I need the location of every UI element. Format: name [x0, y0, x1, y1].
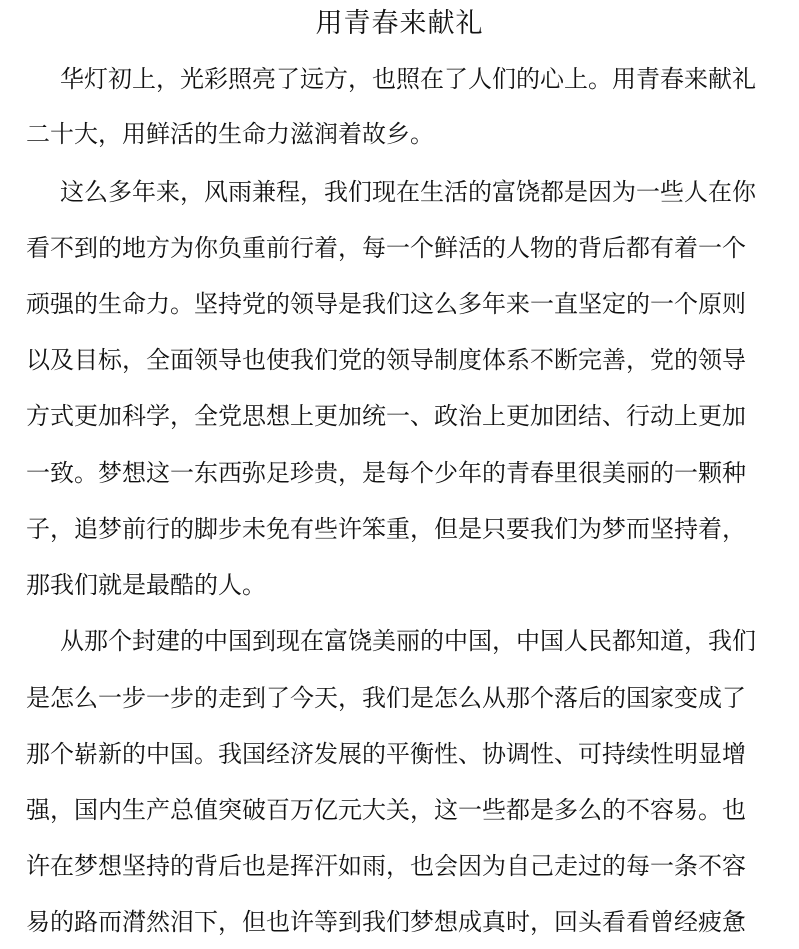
paragraph-2-line-8: 那我们就是最酷的人。: [26, 571, 266, 599]
paragraph-2-line-6: 一致。梦想这一东西弥足珍贵，是每个少年的青春里很美丽的一颗种: [26, 459, 746, 487]
document-title: 用青春来献礼: [315, 8, 484, 39]
paragraph-3-line-2: 是怎么一步一步的走到了今天，我们是怎么从那个落后的国家变成了: [26, 684, 746, 712]
paragraph-2-line-5: 方式更加科学，全党思想上更加统一、政治上更加团结、行动上更加: [26, 402, 746, 430]
paragraph-3-line-1: 从那个封建的中国到现在富饶美丽的中国，中国人民都知道，我们: [60, 627, 756, 655]
paragraph-3-line-6: 易的路而潸然泪下，但也许等到我们梦想成真时，回头看看曾经疲惫: [26, 908, 746, 936]
paragraph-1-line-1: 华灯初上，光彩照亮了远方，也照在了人们的心上。用青春来献礼: [60, 65, 756, 93]
paragraph-2-line-1: 这么多年来，风雨兼程，我们现在生活的富饶都是因为一些人在你: [60, 178, 756, 206]
paragraph-3-line-4: 强，国内生产总值突破百万亿元大关，这一些都是多么的不容易。也: [26, 796, 746, 824]
paragraph-2-line-2: 看不到的地方为你负重前行着，每一个鲜活的人物的背后都有着一个: [26, 234, 746, 262]
paragraph-2-line-3: 顽强的生命力。坚持党的领导是我们这么多年来一直坚定的一个原则: [26, 290, 746, 318]
paragraph-2-line-7: 子，追梦前行的脚步未免有些许笨重，但是只要我们为梦而坚持着，: [26, 515, 746, 543]
paragraph-3-line-5: 许在梦想坚持的背后也是挥汗如雨，也会因为自己走过的每一条不容: [26, 852, 746, 880]
paragraph-3-line-3: 那个崭新的中国。我国经济发展的平衡性、协调性、可持续性明显增: [26, 740, 746, 768]
paragraph-2-line-4: 以及目标，全面领导也使我们党的领导制度体系不断完善，党的领导: [26, 346, 746, 374]
paragraph-1-line-2: 二十大，用鲜活的生命力滋润着故乡。: [26, 120, 434, 148]
